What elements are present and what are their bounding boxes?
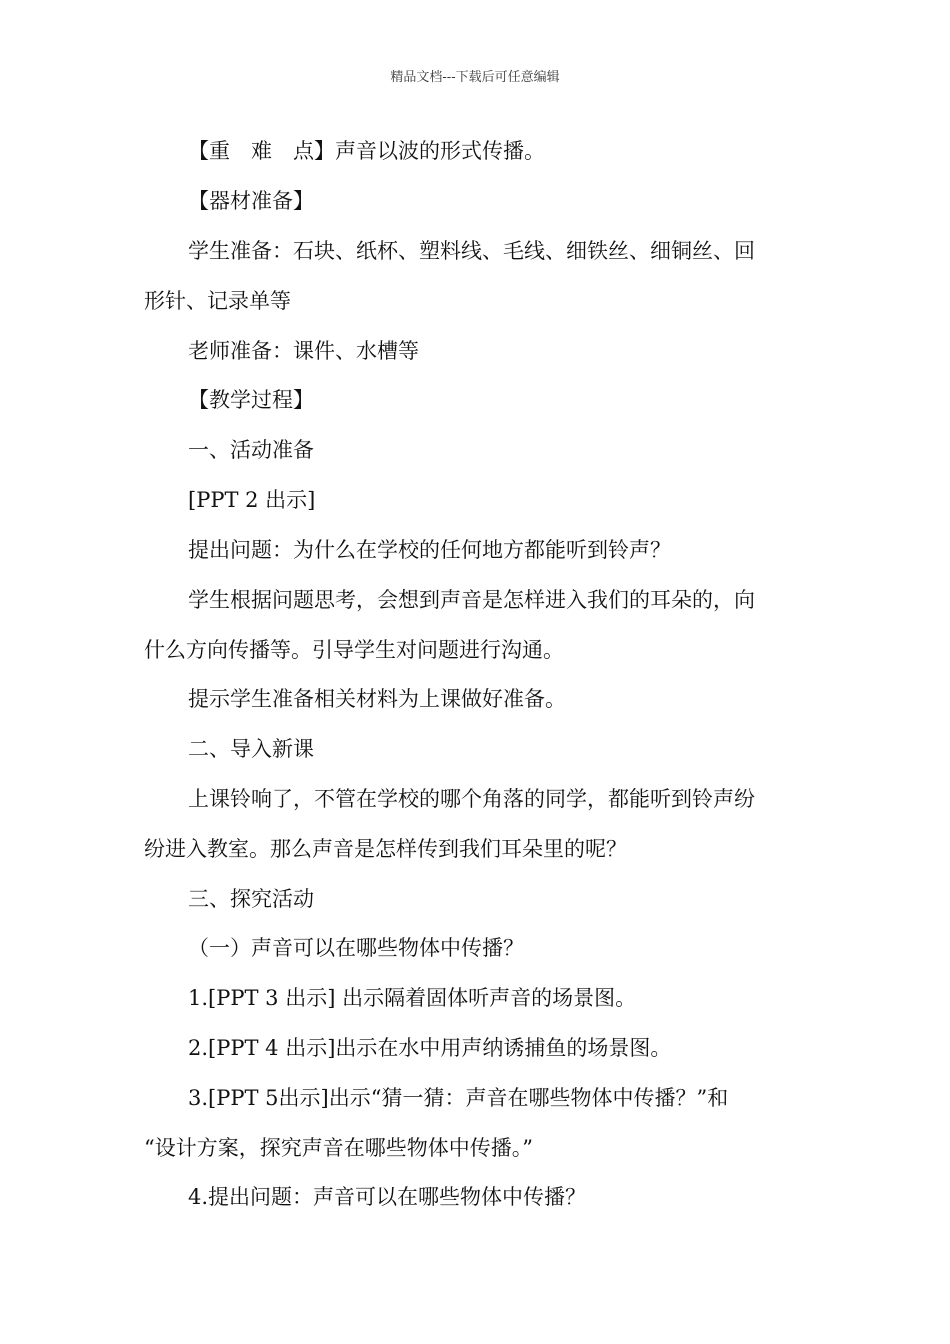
text-line: 【教学过程】 <box>188 388 314 412</box>
text-line: 提示学生准备相关材料为上课做好准备。 <box>188 687 566 711</box>
text-line: 1.[PPT 3 出示] 出示隔着固体听声音的场景图。 <box>188 986 637 1010</box>
text-line: 形针、记录单等 <box>144 289 291 313</box>
text-line: 老师准备：课件、水槽等 <box>188 339 419 363</box>
text-line: 提出问题：为什么在学校的任何地方都能听到铃声？ <box>188 538 671 562</box>
text-line: 二、导入新课 <box>188 737 314 761</box>
text-line: 一、活动准备 <box>188 438 314 462</box>
text-line: 什么方向传播等。引导学生对问题进行沟通。 <box>144 638 564 662</box>
page-header: 精品文档---下载后可任意编辑 <box>390 70 560 85</box>
text-line: 【器材准备】 <box>188 189 314 213</box>
text-line: 2.[PPT 4 出示]出示在水中用声纳诱捕鱼的场景图。 <box>188 1036 672 1060</box>
text-line: 学生准备：石块、纸杯、塑料线、毛线、细铁丝、细铜丝、回 <box>188 239 755 263</box>
text-line: “设计方案，探究声音在哪些物体中传播。” <box>144 1136 533 1160</box>
text-line: 【重 难 点】声音以波的形式传播。 <box>188 139 545 163</box>
text-line: 学生根据问题思考，会想到声音是怎样进入我们的耳朵的，向 <box>188 588 755 612</box>
text-line: 三、探究活动 <box>188 887 314 911</box>
text-line: [PPT 2 出示] <box>188 488 316 512</box>
text-line: 纷进入教室。那么声音是怎样传到我们耳朵里的呢？ <box>144 837 627 861</box>
text-line: （一）声音可以在哪些物体中传播？ <box>188 936 524 960</box>
text-line: 4.提出问题：声音可以在哪些物体中传播？ <box>188 1185 587 1209</box>
text-line: 3.[PPT 5出示]出示“猜一猜：声音在哪些物体中传播？”和 <box>188 1086 729 1110</box>
text-line: 上课铃响了，不管在学校的哪个角落的同学，都能听到铃声纷 <box>188 787 755 811</box>
